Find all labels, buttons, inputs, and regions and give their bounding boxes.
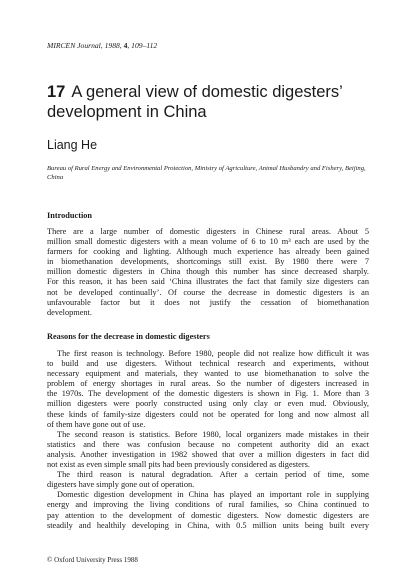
reasons-paragraphs [47, 349, 369, 531]
copyright-footer: © Oxford University Press 1988 [47, 556, 138, 564]
text-line: not be developed continually’. Of course the decrease in domestic digesters is an [47, 287, 369, 297]
text-line: million small domestic digesters with a mean volume of 6 to 10 m³ each are used by the [47, 237, 369, 247]
text-line: in biomethanation developments, shortcomings still exist. By 1980 there were 7 [47, 257, 369, 267]
text-line: unfavourable factor but it does not justify the cessation of biomethanation [47, 297, 369, 307]
text-line: analysis. Another investigation in 1982 showed that over a million digesters in fact did [47, 449, 369, 459]
text-line: The first reason is technology. Before 1980, people did not realize how difficult it was [57, 349, 369, 358]
text-line: development. [47, 307, 92, 317]
text-line: Domestic digestion development in China has played an important role in supplying [57, 490, 369, 500]
author-name: Liang He [47, 138, 98, 152]
text-line: The third reason is natural degradation. After a certain period of time, some [57, 470, 369, 480]
article-title [47, 82, 387, 122]
author-affiliation: Bureau of Rural Energy and Environmental Protection, Ministry of Agriculture, Animal Husbandry and Fishery, Beijing, China [47, 165, 366, 181]
text-line: million domestic digesters in China though this number has since decreased sharply. [47, 267, 369, 277]
text-line: to build and use digesters. Without technical research and experiments, without [47, 359, 369, 369]
heading-reasons: Reasons for the decrease in domestic digesters [47, 332, 210, 341]
running-header [47, 41, 157, 50]
text-line: of them have gone out of use. [47, 419, 146, 429]
chapter-number: 17 [47, 83, 66, 101]
text-line: The second reason is statistics. Before 1980, local organizers made mistakes in their [57, 429, 369, 439]
text-line: statistics and there was confusion because no competent authority did an exact [47, 439, 369, 449]
journal-pages: , 109–112 [127, 41, 158, 50]
text-line: energy and improving the living conditions of rural families, so China continued to [47, 500, 369, 510]
text-line: steadily and healthily developing in China, with 0.5 million units being built every [47, 520, 369, 530]
text-line: digesters have simply gone out of operation. [47, 480, 195, 490]
text-line: problem of energy shortages in rural areas. So the number of digesters increased in [47, 379, 369, 389]
text-line: pay attention to the development of domestic digesters. Now domestic digesters are [47, 510, 369, 520]
text-line: the 1970s. The development of the domestic digesters is shown in Fig. 1. More than 3 [47, 389, 369, 399]
text-line: necessary equipment and materials, they wanted to use biomethanation to solve the [47, 369, 369, 379]
text-line: farmers for cooking and lighting. Although much experience has already been gained [47, 247, 369, 257]
text-line: There are a large number of domestic digesters in Chinese rural areas. About 5 [47, 227, 369, 236]
journal-name: MIRCEN Journal [47, 41, 101, 50]
heading-introduction: Introduction [47, 211, 93, 220]
text-line: For this reason, it has been said ‘China illustrates the fact that family size digesters can [47, 277, 369, 287]
text-line: these kinds of family-size digesters could not be operated for long and now almost all [47, 409, 369, 419]
journal-year: , 1988, [100, 41, 124, 50]
text-line: million digesters were poorly constructed using only clay or even mud. Obviously, [47, 399, 369, 409]
journal-volume: 4 [123, 41, 128, 50]
title-text: A general view of domestic digesters’ development in China [47, 83, 343, 121]
text-line: not exist as even simple small pits had been previously considered as digesters. [47, 460, 310, 470]
introduction-paragraph [47, 227, 369, 318]
